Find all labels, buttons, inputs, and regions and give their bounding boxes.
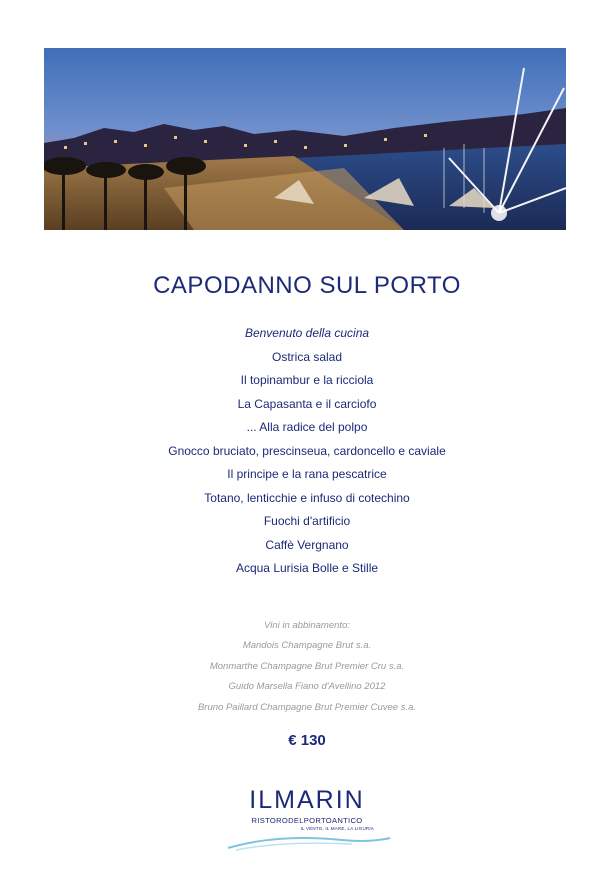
- wine-item: Mandois Champagne Brut s.a.: [242, 640, 372, 652]
- menu-item: Caffè Vergnano: [265, 537, 349, 552]
- logo-subtitle: RISTORODELPORTOANTICO: [251, 816, 363, 825]
- menu-item: La Capasanta e il carciofo: [237, 396, 377, 411]
- logo-tagline: IL VENTO, IL MARE, LA LIGURIA: [300, 826, 374, 831]
- wine-item: Monmarthe Champagne Brut Premier Cru s.a.: [209, 660, 405, 672]
- page-title: CAPODANNO SUL PORTO: [153, 272, 461, 299]
- menu-item: Il topinambur e la ricciola: [240, 373, 374, 387]
- menu-item: Acqua Lurisia Bolle e Stille: [235, 561, 379, 575]
- harbor-night-photo: [44, 48, 566, 230]
- wine-item: Bruno Paillard Champagne Brut Premier Cuvee s.a.: [197, 701, 417, 713]
- hero-photo: [44, 48, 566, 230]
- wine-item: Guido Marsella Fiano d'Avellino 2012: [228, 681, 386, 693]
- wine-heading: Vini in abbinamento:: [264, 620, 350, 631]
- menu-item: Benvenuto della cucina: [244, 326, 370, 340]
- menu-item: ... Alla radice del polpo: [246, 420, 368, 434]
- wave-icon: [222, 832, 392, 852]
- logo-name: ILMARIN: [249, 786, 365, 814]
- wine-pairing-list: [0, 617, 614, 719]
- menu-item: Ostrica salad: [271, 349, 343, 364]
- menu-item: Fuochi d'artificio: [263, 514, 351, 528]
- menu-item: Totano, lenticchie e infuso di cotechino: [204, 490, 410, 505]
- menu-item: Il principe e la rana pescatrice: [227, 467, 387, 481]
- menu-item: Gnocco bruciato, prescinseua, cardoncello e caviale: [168, 443, 446, 458]
- restaurant-logo: [222, 786, 392, 856]
- price: € 130: [288, 732, 326, 749]
- menu-list: [0, 323, 614, 582]
